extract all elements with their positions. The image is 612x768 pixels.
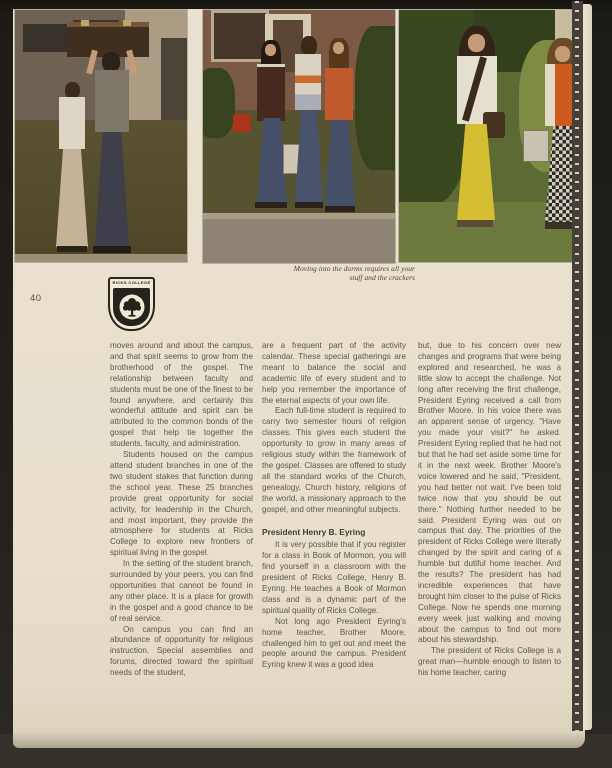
body-paragraph: but, due to his concern over new changes and programs that were being explored and researched, he was a little slow to accept the challenge. Not long after receiving the first challenge, President Eyring received a call from Brother Moore. In his voice there was an apparent sense of urgency. "Have you made your visit?" he asked. President Eyring replied that he had not but that he had set aside some time for it in the next week. Brother Moore's voice lowered and he said, "President, you had better not wait. I've been told twice now that you should be out there." Nothing further needed to be said. President Eyring was out on campus that day. The priorities of the president of Ricks College were literally changed by the spirit and caring of a humble but dutiful home teacher. And the results? The president has had incredible experiences that have brought him closer to the pulse of Ricks College. Now he spends one morning every week just walking and moving about the campus to find out more about his stewardship. bbox=[418, 341, 561, 645]
crest-banner-text: RICKS COLLEGE bbox=[112, 280, 151, 285]
white-blouse bbox=[59, 97, 85, 149]
body-paragraph: Each full-time student is required to carry two semester hours of religion classes. This gives each student the opportunity to grow in many areas of religious study within the framework of the gospel. Classes are offered to study all the standard works of the Church, genealogy, Church history, religions of the world, a missionary approach to the gospel, and other meaningful subjects. bbox=[262, 406, 406, 514]
face bbox=[265, 44, 276, 56]
college-crest bbox=[108, 277, 155, 331]
face bbox=[555, 46, 570, 62]
photo-three-students-sidewalk bbox=[203, 10, 395, 263]
body-paragraph: In the setting of the student branch, surrounded by your peers, you can find opportunities that cannot be found in any other place. It is a place for growth in the gospel and a good chance to be of real service. bbox=[110, 559, 253, 623]
carried-case bbox=[523, 130, 549, 162]
body-paragraph: Students housed on the campus attend student branches in one of the two student stakes that function during the school year. These 25 branches provide great opportunity for social activity, for leadership in the Church, and most important, they provide the atmosphere for students at Ricks College to explore new frontiers of spiritual living in the gospel. bbox=[110, 450, 253, 558]
head bbox=[301, 36, 317, 56]
shoes bbox=[57, 246, 87, 252]
section-heading: President Henry B. Eyring bbox=[262, 526, 366, 537]
trunk-clasp bbox=[123, 20, 131, 26]
body-paragraph: are a frequent part of the activity calendar. These special gatherings are meant to balance the social and academic life of every student and to help you remember the importance of the eternal aspects of your own life. bbox=[262, 341, 406, 405]
body-paragraph: On campus you can find an abundance of opportunity for religious instruction. Special assemblies and forums, directed toward the spiritual needs of the student, bbox=[110, 624, 253, 678]
article-column-2 bbox=[262, 341, 406, 671]
body-paragraph: Not long ago President Eyring's home teacher, Brother Moore, challenged him to get out and meet the people around the campus. President Eyring knew it was a good idea bbox=[262, 616, 406, 670]
trunk-clasp bbox=[81, 20, 89, 26]
caption-line: Moving into the dorms requires all your bbox=[293, 264, 415, 273]
crest-shield bbox=[113, 288, 150, 326]
shoes bbox=[325, 206, 355, 212]
striped-top bbox=[295, 54, 321, 110]
face bbox=[468, 34, 485, 52]
article-column-1 bbox=[110, 341, 253, 679]
doorway bbox=[161, 38, 187, 122]
maroon-sweater bbox=[257, 64, 285, 121]
page-number: 40 bbox=[30, 293, 42, 304]
photo-students-carrying-trunk bbox=[15, 10, 187, 262]
body-paragraph: It is very possible that if you register for a class in Book of Mormon, you will find yourself in a classroom with the president of Ricks College, Henry B. Eyring. He teaches a Book of Mormon class and is a dynamic part of the spiritual quality of Ricks College. bbox=[262, 540, 406, 615]
bush bbox=[203, 68, 235, 138]
next-page-edge bbox=[583, 4, 592, 730]
sidewalk bbox=[15, 254, 187, 262]
head bbox=[102, 52, 120, 72]
orange-tee bbox=[325, 68, 353, 120]
article-column-3 bbox=[418, 341, 561, 679]
page-edge-perforation bbox=[572, 1, 583, 731]
red-bag bbox=[233, 114, 251, 132]
photo-caption bbox=[240, 264, 415, 283]
shoes bbox=[93, 246, 131, 253]
photo-two-students-shrubs bbox=[399, 10, 585, 262]
shoes bbox=[255, 202, 287, 208]
perforation-ticks bbox=[575, 1, 579, 731]
body-paragraph: moves around and about the campus, and that spirit seems to grow from the brotherhood of the gospel. The relationship between faculty and students must be one of the finest to be found anywhere, and certainly this wonderful attitude and spirit can be attributed to the common bonds of the gospel that help tie together the students, faculty, and administration. bbox=[110, 341, 253, 449]
face bbox=[333, 42, 344, 54]
shoes bbox=[295, 202, 323, 208]
orange-vest bbox=[555, 64, 572, 126]
body-paragraph: The president of Ricks College is a great man—humble enough to listen to his home teacher, caring bbox=[418, 646, 561, 678]
caption-line: stuff and the crackers bbox=[349, 273, 415, 283]
page bbox=[13, 9, 585, 748]
crest-tree-icon bbox=[118, 293, 146, 321]
bush bbox=[355, 26, 395, 170]
gray-shirt bbox=[95, 70, 129, 132]
window bbox=[23, 24, 67, 52]
shoes bbox=[457, 220, 493, 227]
sidewalk bbox=[203, 219, 395, 263]
